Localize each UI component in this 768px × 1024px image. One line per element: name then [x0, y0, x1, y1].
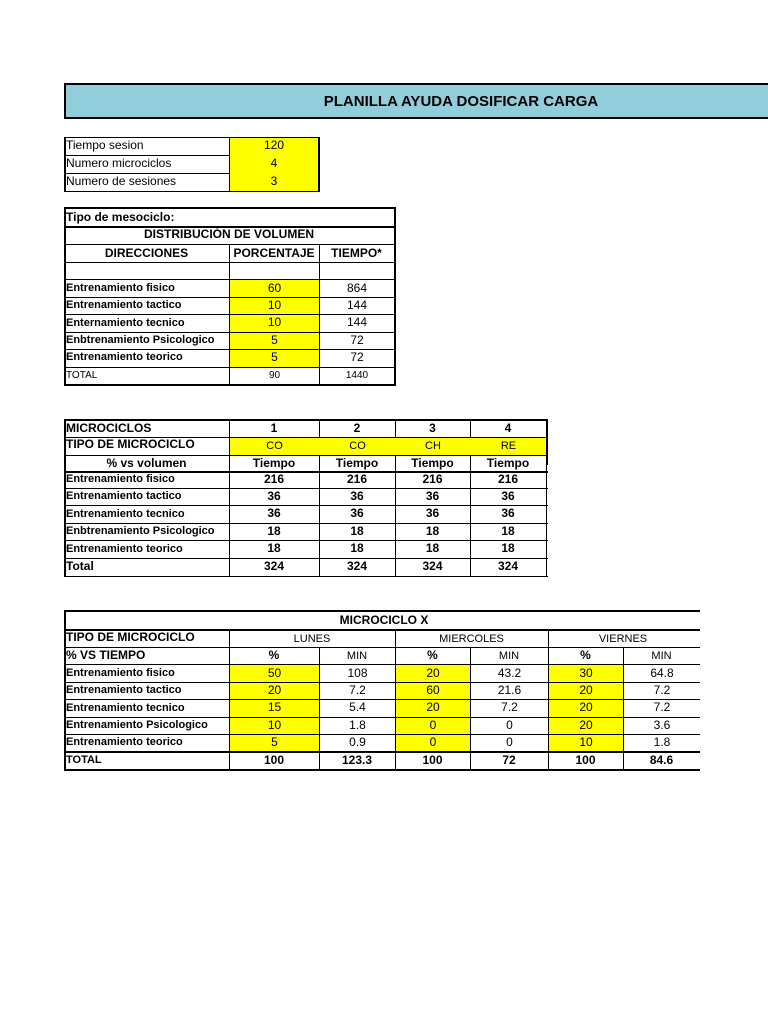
microciclo-time: 18	[501, 541, 515, 555]
min-value: 108	[347, 666, 368, 680]
microciclo-type-label: TIPO DE MICROCICLO	[66, 630, 195, 644]
direction-label: Entrenamiento tactico	[66, 299, 182, 311]
min-value: 0	[506, 735, 513, 749]
microciclo-total: 324	[422, 559, 443, 573]
percentage-input[interactable]: 60	[267, 281, 282, 295]
distribution-title: DISTRIBUCIÓN DE VOLUMEN	[143, 227, 314, 241]
param-label: Tiempo sesion	[66, 138, 144, 152]
min-value: 0	[506, 718, 513, 732]
microciclo-time: 18	[267, 524, 281, 538]
microciclo-total: 324	[263, 559, 285, 573]
column-header: Tiempo	[252, 456, 296, 470]
microciclo-time: 36	[350, 489, 364, 503]
mesociclo-type-label: Tipo de mesociclo:	[66, 210, 175, 224]
direction-label: Enbtrenamiento Psicologico	[66, 334, 215, 346]
total-label: Total	[66, 559, 94, 573]
microciclo-type-label: TIPO DE MICROCICLO	[66, 437, 195, 451]
direction-label: Entrenamiento tactico	[66, 684, 182, 696]
page-title: PLANILLA AYUDA DOSIFICAR CARGA	[323, 93, 599, 110]
pct-total: 100	[422, 753, 443, 767]
min-value: 21.6	[497, 683, 522, 697]
column-header: Tiempo	[335, 456, 379, 470]
param-value-input[interactable]: 3	[270, 174, 278, 188]
microciclo-time: 36	[425, 489, 440, 503]
pct-input[interactable]: 60	[426, 683, 440, 697]
pct-input[interactable]: 5	[271, 735, 278, 749]
min-value: 5.4	[349, 700, 366, 714]
param-value-input[interactable]: 4	[270, 156, 278, 170]
microciclo-x-title: MICROCICLO X	[339, 613, 429, 627]
time-value: 72	[350, 333, 364, 347]
direction-label: Entrenamiento tecnico	[66, 702, 185, 714]
column-header: Tiempo	[486, 456, 530, 470]
microciclo-time: 36	[350, 506, 364, 520]
min-total: 84.6	[649, 753, 674, 767]
microciclo-time: 18	[501, 524, 515, 538]
direction-label: Entrenamiento Psicologico	[66, 719, 208, 731]
total-percentage: 90	[268, 370, 281, 381]
pct-input[interactable]: 20	[426, 700, 440, 714]
direction-label: Entrenamiento tecnico	[66, 508, 185, 520]
min-value: 1.8	[653, 735, 671, 749]
total-label: TOTAL	[66, 754, 102, 766]
direction-label: Enternamiento tecnico	[66, 317, 185, 329]
microciclo-type-input[interactable]: RE	[500, 440, 517, 452]
total-time: 1440	[345, 370, 369, 381]
pct-input[interactable]: 20	[579, 718, 593, 732]
pct-input[interactable]: 0	[429, 718, 437, 732]
microciclo-time: 36	[425, 506, 440, 520]
microciclo-time: 18	[267, 541, 281, 555]
time-value: 144	[346, 298, 368, 312]
pct-input[interactable]: 15	[267, 700, 282, 714]
direction-label: Entrenamiento fisico	[66, 473, 175, 485]
min-value: 7.2	[501, 700, 518, 714]
microciclo-type-input[interactable]: CH	[425, 440, 441, 452]
min-total: 72	[502, 753, 516, 767]
microciclo-time: 36	[267, 506, 281, 520]
microciclo-type-input[interactable]: CO	[266, 440, 283, 452]
min-value: 0.9	[349, 735, 366, 749]
percentage-input[interactable]: 5	[271, 350, 278, 364]
microciclo-number: 1	[270, 421, 278, 435]
microciclo-time: 18	[425, 541, 440, 555]
pct-input[interactable]: 20	[579, 700, 593, 714]
microciclo-time: 18	[350, 524, 364, 538]
pct-input[interactable]: 10	[267, 718, 282, 732]
microciclo-time: 18	[350, 541, 364, 555]
direction-label: Entrenamiento fisico	[66, 667, 175, 679]
day-header: LUNES	[293, 633, 331, 645]
pct-total: 100	[575, 753, 596, 767]
pct-total: 100	[263, 753, 285, 767]
min-header: MIN	[651, 650, 672, 662]
microciclo-number: 2	[353, 421, 361, 435]
pct-header: %	[580, 648, 591, 662]
param-label: Numero microciclos	[66, 156, 172, 170]
column-header: TIEMPO*	[331, 246, 382, 260]
param-label: Numero de sesiones	[66, 174, 177, 188]
min-value: 1.8	[349, 718, 366, 732]
direction-label: Enbtrenamiento Psicologico	[66, 525, 215, 537]
time-value: 144	[346, 315, 368, 329]
microciclo-total: 324	[346, 559, 368, 573]
direction-label: Entrenamiento teorico	[66, 351, 183, 363]
microciclo-time: 216	[263, 472, 285, 486]
pct-input[interactable]: 20	[267, 683, 282, 697]
pct-header: %	[427, 648, 438, 662]
microciclo-time: 36	[501, 489, 515, 503]
vs-volume-label: % vs volumen	[106, 456, 187, 470]
direction-label: Entrenamiento tactico	[66, 490, 182, 502]
pct-input[interactable]: 0	[429, 735, 437, 749]
min-value: 7.2	[349, 683, 366, 697]
microciclo-time: 36	[267, 489, 281, 503]
min-value: 43.2	[497, 666, 522, 680]
min-header: MIN	[346, 650, 368, 662]
min-value: 3.6	[653, 718, 671, 732]
percentage-input[interactable]: 10	[267, 315, 282, 329]
column-header: PORCENTAJE	[233, 246, 315, 260]
microciclo-time: 18	[425, 524, 440, 538]
column-header: DIRECCIONES	[104, 246, 189, 260]
microciclo-time: 216	[346, 472, 368, 486]
min-header: MIN	[498, 650, 520, 662]
microciclo-time: 216	[497, 472, 519, 486]
pct-input[interactable]: 30	[579, 666, 593, 680]
vs-time-label: % VS TIEMPO	[66, 648, 146, 662]
title-banner	[64, 83, 768, 119]
column-header: Tiempo	[411, 456, 454, 470]
time-value: 72	[350, 350, 364, 364]
param-value-input[interactable]: 120	[263, 138, 285, 152]
percentage-input[interactable]: 5	[271, 333, 278, 347]
direction-label: Entrenamiento teorico	[66, 736, 183, 748]
microciclo-number: 4	[504, 421, 512, 435]
direction-label: Entrenamiento fisico	[66, 282, 175, 294]
microciclo-total: 324	[497, 559, 519, 573]
microciclo-number: 3	[429, 421, 436, 435]
pct-input[interactable]: 10	[579, 735, 593, 749]
pct-input[interactable]: 20	[579, 683, 593, 697]
microciclos-label: MICROCICLOS	[66, 421, 152, 435]
min-value: 7.2	[653, 700, 671, 714]
microciclo-type-input[interactable]: CO	[349, 440, 366, 452]
pct-header: %	[268, 648, 280, 662]
direction-label: Entrenamiento teorico	[66, 543, 183, 555]
pct-input[interactable]: 50	[267, 666, 282, 680]
min-total: 123.3	[341, 753, 373, 767]
pct-input[interactable]: 20	[426, 666, 440, 680]
day-header: VIERNES	[598, 633, 648, 645]
microciclo-time: 36	[501, 506, 515, 520]
time-value: 864	[346, 281, 368, 295]
percentage-input[interactable]: 10	[267, 298, 282, 312]
day-header: MIERCOLES	[439, 633, 504, 645]
total-label: TOTAL	[66, 370, 98, 381]
min-value: 64.8	[650, 666, 674, 680]
microciclo-time: 216	[422, 472, 443, 486]
min-value: 7.2	[653, 683, 671, 697]
